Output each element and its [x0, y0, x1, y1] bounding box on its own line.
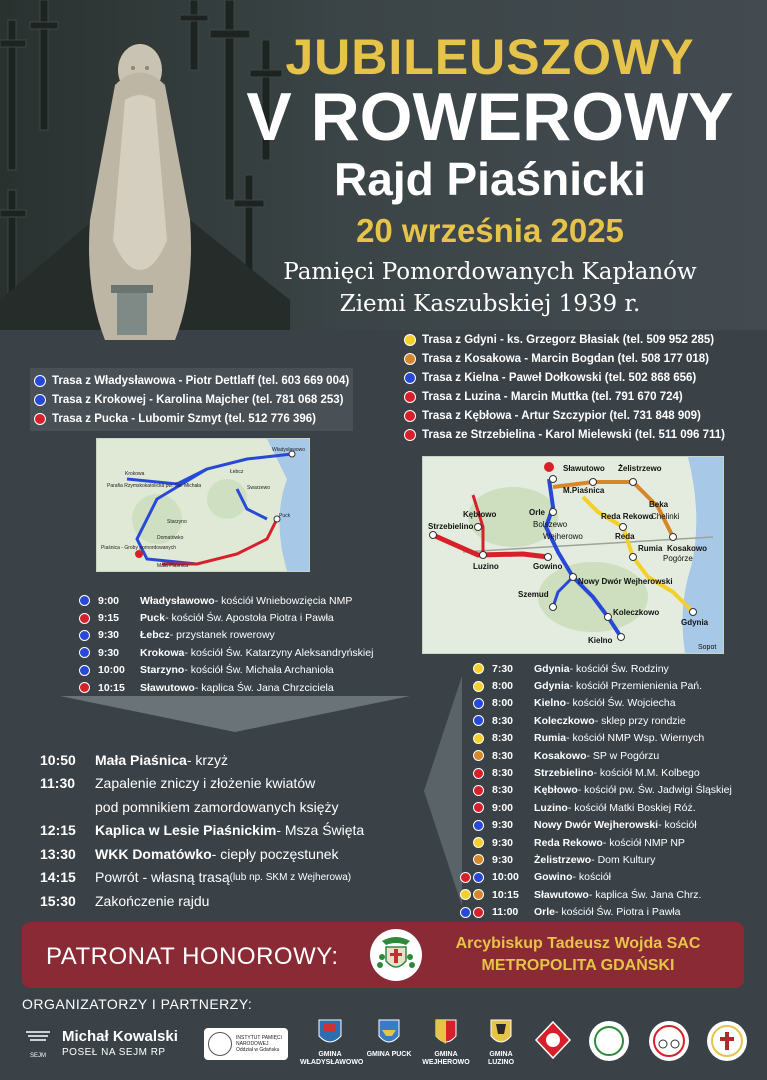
route-text: Trasa z Krokowej - Karolina Majcher (tel. 781 068 253): [52, 393, 344, 406]
statue-image: [55, 40, 225, 340]
schedule-place: Żelistrzewo: [534, 853, 592, 866]
stop-color-dot: [473, 907, 484, 918]
schedule-place: Sławutowo: [534, 888, 589, 901]
memorial-line-2: Ziemi Kaszubskiej 1939 r.: [339, 291, 641, 317]
ipn-sub: Oddział w Gdańsku: [236, 1047, 280, 1053]
partners-label: ORGANIZATORZY I PARTNERZY:: [22, 996, 253, 1012]
map-right-label: M.Piaśnica: [563, 486, 605, 495]
route-text: Trasa z Kębłowa - Artur Szczypior (tel. 731 848 909): [422, 409, 701, 422]
ipn-name: INSTYTUT PAMIĘCI NARODOWEJ: [236, 1035, 282, 1047]
schedule-row: [452, 851, 732, 868]
sejm-logo: [22, 1028, 54, 1059]
schedule-place: Gdynia: [534, 662, 570, 675]
schedule-time: 9:15: [98, 612, 120, 625]
schedule-desc: - kościół Wniebowzięcia NMP: [214, 594, 353, 607]
schedule-row: [452, 730, 732, 747]
program-text: Zapalenie zniczy i złożenie kwiatów: [95, 775, 316, 792]
schedule-desc: - kościół Św. Rodziny: [569, 662, 669, 675]
schedule-place: Rumia: [534, 732, 567, 745]
schedule-time: 9:30: [492, 836, 514, 849]
schedule-desc: - kościół Św. Michała Archanioła: [184, 664, 334, 677]
schedule-time: 10:15: [98, 681, 125, 694]
schedule-time: 11:00: [492, 906, 519, 919]
schedule-time: 8:30: [492, 767, 514, 780]
map-left-label: Piaśnica - Groby pomordowanych: [101, 545, 177, 551]
program-row: [40, 795, 364, 819]
stop-color-dot: [473, 715, 484, 726]
schedule-time: 9:30: [492, 853, 514, 866]
map-right-label: Kębłowo: [463, 510, 497, 519]
program-text: - ciepły poczęstunek: [211, 845, 339, 862]
schedule-place: Gdynia: [534, 680, 570, 693]
archbishop-crest-icon: [370, 929, 422, 981]
map-right-label: Koleczkowo: [613, 608, 660, 617]
program-row: [40, 889, 364, 913]
route-item: [404, 425, 725, 444]
schedule-desc: - kościół Św. Katarzyny Aleksandryńskiej: [184, 646, 374, 659]
map-right-label: Pogórze: [663, 554, 693, 563]
route-text: Trasa z Luzina - Marcin Muttka (tel. 791 670 724): [422, 390, 683, 403]
route-item: [404, 330, 725, 349]
map-right-label: Sławutowo: [563, 464, 605, 473]
schedule-desc: - kościół: [658, 819, 697, 832]
gmina-name: GMINA LUZINO: [487, 1051, 515, 1066]
title-jubilee: JUBILEUSZOWY: [285, 29, 695, 85]
stop-color-dot: [473, 889, 484, 900]
archbishop-name: Arcybiskup Tadeusz Wojda SAC: [455, 935, 701, 952]
program-text: Zakończenie rajdu: [95, 892, 210, 909]
map-right-label: Bolszewo: [533, 520, 568, 529]
gmina-name: GMINA WEJHEROWO: [422, 1051, 470, 1066]
route-item: [404, 368, 725, 387]
schedule-time: 8:30: [492, 749, 514, 762]
map-right-label: Strzebielino: [428, 522, 474, 531]
program-row: [40, 748, 364, 772]
lebcz-club-logo: [588, 1020, 630, 1062]
cycling-club-logo: [648, 1020, 690, 1062]
stop-color-dot: [473, 768, 484, 779]
stop-color-dot: [473, 820, 484, 831]
route-item: [404, 387, 725, 406]
schedule-place: Starzyno: [140, 664, 185, 677]
schedule-time: 10:15: [492, 888, 519, 901]
map-right-label: Orle: [529, 508, 546, 517]
route-color-dot: [34, 394, 46, 406]
schedule-time: 10:00: [98, 664, 125, 677]
schedule-row: [452, 764, 732, 781]
title-main: V ROWEROWY: [246, 79, 734, 155]
schedule-place: Strzebielino: [534, 767, 594, 780]
schedule-row: [452, 660, 732, 677]
schedule-desc: - kościół Św. Apostoła Piotra i Pawła: [165, 612, 334, 625]
program-time: 11:30: [40, 775, 76, 792]
program-time: 15:30: [40, 892, 76, 909]
schedule-row: [58, 644, 373, 661]
stop-color-dot: [460, 907, 471, 918]
schedule-desc: - kościół NMP NP: [602, 836, 685, 849]
down-arrow-shape: [60, 696, 410, 732]
stop-color-dot: [473, 733, 484, 744]
stop-color-dot: [473, 802, 484, 813]
map-right-label: Wejherowo: [543, 532, 583, 541]
program-text: Powrót - własną trasą: [95, 869, 230, 886]
schedule-time: 9:30: [98, 646, 120, 659]
route-text: Trasa z Kosakowa - Marcin Bogdan (tel. 508 177 018): [422, 352, 709, 365]
schedule-desc: - kościół Św. Piotra i Pawła: [555, 906, 681, 919]
map-left-label: Krokowa: [125, 471, 145, 477]
schedule-desc: - kościół Przemienienia Pań.: [569, 680, 703, 693]
schedule-row: [58, 592, 373, 609]
schedule-time: 10:00: [492, 871, 519, 884]
schedule-time: 9:00: [492, 801, 514, 814]
schedule-time: 8:30: [492, 732, 514, 745]
program-time: 10:50: [40, 751, 76, 768]
schedule-desc: - kościół pw. Św. Jadwigi Śląskiej: [577, 784, 732, 797]
stop-color-dot: [473, 698, 484, 709]
schedule-place: Kosakowo: [534, 749, 587, 762]
archbishop-name-block: [426, 933, 730, 977]
title-rally-name: Rajd Piaśnicki: [334, 153, 646, 205]
schedule-row: [452, 886, 732, 903]
stop-color-dot: [79, 647, 90, 658]
program-row: [40, 842, 364, 866]
route-item: [34, 371, 349, 390]
schedule-place: Sławutowo: [140, 681, 195, 694]
schedule-place: Krokowa: [140, 646, 185, 659]
program-text: pod pomnikiem zamordowanych księży: [95, 798, 339, 815]
route-item: [34, 390, 349, 409]
stop-color-dot: [473, 750, 484, 761]
schedule-time: 9:30: [492, 819, 514, 832]
sejm-text: SEJM: [29, 1053, 46, 1059]
schedule-row: [452, 817, 732, 834]
stop-color-dot: [79, 665, 90, 676]
schedule-desc: - Dom Kultury: [591, 853, 656, 866]
stop-color-dot: [473, 837, 484, 848]
schedule-time: 9:00: [98, 594, 120, 607]
schedule-row: [452, 712, 732, 729]
schedule-place: Puck: [140, 612, 166, 625]
schedule-time: 8:30: [492, 714, 514, 727]
gmina-name: GMINA WŁADYSŁAWOWO: [300, 1051, 364, 1066]
gmina-name: GMINA PUCK: [366, 1051, 412, 1058]
gmina-luzino-logo: [478, 1018, 524, 1067]
schedule-place: Kębłowo: [534, 784, 578, 797]
program-text: - krzyż: [186, 751, 229, 768]
map-south-routes[interactable]: [422, 456, 724, 654]
map-right-label: Reda Rekowo: [601, 512, 654, 521]
schedule-place: Gowino: [534, 871, 573, 884]
schedule-desc: - kościół M.M. Kolbego: [593, 767, 700, 780]
schedule-time: 8:00: [492, 680, 514, 693]
program-highlight: Mała Piaśnica: [95, 751, 187, 768]
program-note: (lub np. SKM z Wejherowa): [229, 871, 352, 883]
map-right-label: Kosakowo: [667, 544, 708, 553]
stop-color-dot: [79, 630, 90, 641]
fire-brigade-logo: [534, 1020, 572, 1060]
stop-color-dot: [473, 681, 484, 692]
map-left-label: Mała Piaśnica: [157, 563, 189, 569]
routes-right-list: [404, 330, 725, 444]
schedule-desc: - sklep przy rondzie: [594, 714, 686, 727]
schedule-time: 8:00: [492, 697, 514, 710]
gmina-puck-logo: [366, 1018, 412, 1059]
schedule-time: 9:30: [98, 629, 120, 642]
route-text: Trasa ze Strzebielina - Karol Mielewski (tel. 511 096 711): [422, 428, 725, 441]
stop-color-dot: [79, 613, 90, 624]
map-right-label: Luzino: [473, 562, 499, 571]
map-right-label: Beka: [649, 500, 669, 509]
routes-left-list: [30, 368, 353, 431]
schedule-desc: - kościół: [572, 871, 612, 884]
program-highlight: WKK Domatówko: [95, 845, 212, 862]
schedule-row: [58, 679, 373, 696]
route-color-dot: [404, 334, 416, 346]
schedule-row: [452, 747, 732, 764]
schedule-place: Łebcz: [140, 629, 170, 642]
event-date: 20 września 2025: [356, 212, 624, 249]
program-time: 12:15: [40, 822, 76, 839]
gmina-wejherowo-logo: [420, 1018, 472, 1067]
schedule-desc: - kaplica Św. Jana Chrz.: [588, 888, 702, 901]
schedule-place: Reda Rekowo: [534, 836, 603, 849]
program-highlight: Kaplica w Lesie Piaśnickim: [95, 822, 277, 839]
stop-color-dot: [79, 682, 90, 693]
schedule-time: 7:30: [492, 662, 514, 675]
route-item: [34, 409, 349, 428]
map-right-label: Chelinki: [651, 512, 680, 521]
map-right-label: Rumia: [638, 544, 663, 553]
schedule-row: [452, 677, 732, 694]
mp-title: POSEŁ NA SEJM RP: [62, 1047, 166, 1058]
map-left-label: Puck: [279, 513, 291, 519]
schedule-row: [58, 609, 373, 626]
stop-color-dot: [460, 889, 471, 900]
schedule-desc: - SP w Pogórzu: [586, 749, 660, 762]
program-row: [40, 819, 364, 843]
schedule-south: [452, 660, 732, 921]
patronage-label: PATRONAT HONOROWY:: [46, 943, 339, 970]
map-left-label: Parafia Rzymskokatolicka pw. Św. Michała: [107, 483, 202, 489]
stop-color-dot: [473, 854, 484, 865]
schedule-desc: - przystanek rowerowy: [169, 629, 275, 642]
schedule-row: [452, 869, 732, 886]
map-right-label: Gowino: [533, 562, 563, 571]
schedule-row: [452, 903, 732, 920]
program-row: [40, 772, 364, 796]
schedule-row: [452, 782, 732, 799]
schedule-desc: - kościół NMP Wsp. Wiernych: [566, 732, 705, 745]
memorial-line-1: Pamięci Pomordowanych Kapłanów: [283, 259, 697, 285]
stop-color-dot: [473, 663, 484, 674]
map-north-routes[interactable]: [96, 438, 310, 572]
route-color-dot: [404, 429, 416, 441]
schedule-place: Władysławowo: [140, 594, 215, 607]
route-item: [404, 349, 725, 368]
schedule-place: Kielno: [534, 697, 567, 710]
program-time: 14:15: [40, 869, 76, 886]
schedule-row: [452, 834, 732, 851]
gmina-wladyslawowo-logo: [300, 1018, 364, 1067]
memorial-dedication: [230, 256, 750, 320]
schedule-row: [452, 695, 732, 712]
archbishop-title: METROPOLITA GDAŃSKI: [481, 957, 675, 974]
schedule-place: Luzino: [534, 801, 568, 814]
program-row: [40, 866, 364, 890]
parish-logo: [706, 1020, 748, 1062]
schedule-row: [58, 627, 373, 644]
ipn-logo: [204, 1028, 288, 1060]
route-color-dot: [34, 413, 46, 425]
schedule-row: [452, 799, 732, 816]
route-color-dot: [404, 353, 416, 365]
route-text: Trasa z Władysławowa - Piotr Dettlaff (tel. 603 669 004): [52, 374, 350, 387]
stop-color-dot: [460, 872, 471, 883]
map-left-label: Starzyno: [167, 519, 187, 525]
route-color-dot: [404, 372, 416, 384]
stop-color-dot: [473, 785, 484, 796]
schedule-place: Koleczkowo: [534, 714, 595, 727]
program-time: 13:30: [40, 845, 76, 862]
schedule-place: Nowy Dwór Wejherowski: [534, 819, 659, 832]
map-right-label: Żelistrzewo: [618, 464, 662, 473]
event-program: [40, 748, 364, 913]
route-color-dot: [404, 391, 416, 403]
route-text: Trasa z Gdyni - ks. Grzegorz Błasiak (tel. 509 952 285): [422, 333, 715, 346]
stop-color-dot: [473, 872, 484, 883]
map-left-label: Swarzewo: [247, 485, 271, 491]
map-left-label: Władysławowo: [272, 447, 306, 453]
map-right-label: Kielno: [588, 636, 613, 645]
schedule-desc: - kościół Św. Wojciecha: [566, 697, 676, 710]
schedule-desc: - kaplica Św. Jana Chrzciciela: [194, 681, 334, 694]
map-right-label: Szemud: [518, 590, 549, 599]
stop-color-dot: [79, 595, 90, 606]
route-item: [404, 406, 725, 425]
map-right-label: Gdynia: [681, 618, 709, 627]
map-right-label: Nowy Dwór Wejherowski: [578, 577, 673, 586]
schedule-row: [58, 662, 373, 679]
route-text: Trasa z Kielna - Paweł Dołkowski (tel. 502 868 656): [422, 371, 697, 384]
mp-name: Michał Kowalski: [62, 1028, 178, 1045]
route-color-dot: [404, 410, 416, 422]
schedule-north: [58, 592, 373, 696]
map-left-label: Łebcz: [230, 469, 244, 475]
schedule-place: Orle: [534, 906, 556, 919]
route-text: Trasa z Pucka - Lubomir Szmyt (tel. 512 776 396): [52, 412, 316, 425]
schedule-time: 8:30: [492, 784, 514, 797]
schedule-desc: - kościół Matki Boskiej Róż.: [567, 801, 696, 814]
program-text: - Msza Święta: [276, 822, 365, 839]
map-right-label: Sopot: [698, 644, 717, 651]
map-left-label: Domatówko: [157, 535, 184, 541]
route-color-dot: [34, 375, 46, 387]
map-right-label: Reda: [615, 532, 635, 541]
